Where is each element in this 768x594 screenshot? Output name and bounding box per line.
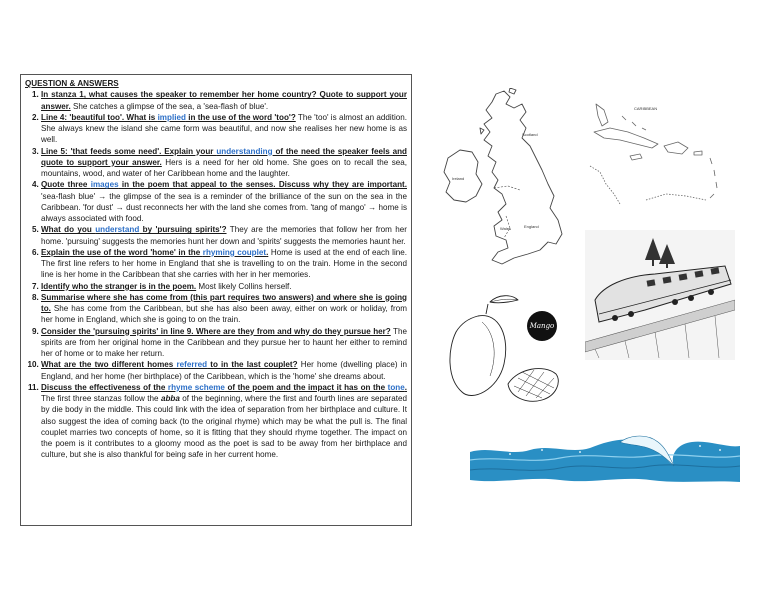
island-outline — [509, 88, 516, 94]
lesser-antilles-outline — [710, 158, 717, 198]
qa-item — [41, 326, 407, 360]
answer-text: Home is used at the end of each line. The first line refers to her home in England that she is travelling to on the train. Home in the second line is her home in the Caribbean that she carries with her in her memories. — [41, 247, 408, 280]
answer-text: She has come from the Caribbean, but she has also been away, either on work or holiday, from her home in England, which she is going to on the train. — [41, 304, 407, 325]
map-label-wales: Wales — [500, 226, 511, 231]
caribbean-map-image — [586, 96, 736, 206]
question-segment: to in the last couplet? — [207, 360, 298, 370]
question-text — [41, 248, 268, 257]
keyword-highlight: tone — [387, 382, 405, 392]
question-segment: Discuss the effectiveness of the — [41, 382, 168, 392]
question-segment: . — [266, 247, 269, 257]
qa-item — [41, 281, 407, 292]
mango-badge — [527, 311, 557, 341]
qa-item — [41, 179, 407, 224]
answer-segment: of the beginning, where the first and fourth lines are separated by die body in the middle. This could link with the idea of separation from her birthplace and culture. It also suggest the idea of coming back (to the original rhyme) which may be what the pull is. The final couplet marries two concepts of home, so it is fitting that they should rhyme together. The impact on the poem is it contributes to a gloomy mood as the poet is sad to be away from her birthplace and culture, but she is also thankful for being safe in her current home. — [41, 394, 407, 460]
question-segment: In stanza 1, what causes the speaker to remember her home country? Quote to support your answer. — [41, 90, 407, 111]
map-label-england: England — [524, 224, 539, 229]
question-segment: What are the two different homes — [41, 360, 177, 370]
qa-item — [41, 112, 407, 146]
question-segment: Explain the use of the word 'home' in the — [41, 247, 203, 257]
question-segment: . — [404, 382, 408, 392]
answer-text: They are the memories that follow her from her home. 'pursuing' suggests the memories hunt her down and 'spirits' suggests the memories haunt her. — [41, 225, 407, 246]
question-segment: of the poem and the impact it has on the — [224, 382, 388, 392]
central-america-outline — [590, 166, 620, 204]
question-segment: What do you — [41, 225, 96, 235]
question-segment: Summarise where she has come from (this part requires two answers) and where she is going to. — [41, 292, 407, 313]
question-segment: Identify who the stranger is in the poem. — [41, 281, 197, 291]
question-segment: Line 4: 'beautiful too'. What is — [41, 112, 158, 122]
qa-item — [41, 89, 407, 112]
mango-fruit-shape — [450, 316, 506, 396]
question-text — [41, 225, 227, 234]
qa-list — [25, 89, 407, 460]
keyword-highlight: implied — [157, 112, 186, 122]
map-label-caribbean: CARIBBEAN — [634, 106, 658, 111]
train-image — [585, 230, 735, 360]
answer-text: Her home (dwelling place) in England, and her home (her birthplace) of the Caribbean, which is the 'home' she dreams about. — [41, 360, 407, 381]
question-text — [41, 383, 407, 392]
question-text — [41, 180, 407, 189]
mango-badge-text: Mango — [529, 322, 555, 330]
qa-item — [41, 224, 407, 247]
answer-text: The spirits are from her original home in the Caribbean and they pursue her to haunt her either to remind her of home or to make her return. — [41, 326, 407, 358]
map-label-scotland: Scotland — [522, 132, 538, 137]
map-label-ireland: Ireland — [452, 176, 465, 181]
question-text — [41, 282, 196, 291]
answer-text — [41, 394, 407, 459]
answer-text: She catches a glimpse of the sea, a 'sea-flash of blue'. — [72, 101, 269, 111]
qa-worksheet — [20, 74, 412, 526]
question-text — [41, 360, 298, 369]
qa-item — [41, 292, 407, 326]
qa-item — [41, 359, 407, 382]
mango-stem-shape — [486, 304, 488, 314]
question-segment: Quote three — [41, 180, 91, 190]
qa-item — [41, 382, 407, 461]
puerto-rico-outline — [694, 151, 702, 155]
bahamas-outline — [622, 116, 646, 130]
question-segment: Consider the 'pursuing spirits' in line 9. Where are they from and why do they pursue her? — [41, 326, 391, 336]
question-segment: in the use of the word 'too'? — [185, 112, 296, 122]
mango-image — [438, 292, 588, 408]
keyword-highlight: rhyming couplet — [202, 247, 267, 257]
uk-map-image — [436, 88, 578, 276]
question-text — [41, 327, 391, 336]
answer-text: The 'too' is almost an addition. She always knew the island she came form was beautiful, and now she realises her new home is as well. — [41, 112, 407, 145]
keyword-highlight: referred — [176, 360, 208, 370]
scotland-border — [494, 186, 520, 190]
keyword-highlight: images — [90, 180, 119, 190]
qa-item — [41, 247, 407, 281]
question-segment: of the need the speaker feels and quote to support your answer. — [41, 146, 407, 167]
cuba-outline — [594, 128, 658, 148]
answer-text: 'sea-flash blue' → the glimpse of the sea is a reminder of the brilliance of the sun on the sea in the Caribbean. 'for dust' → dust reconnects her with the land she comes from. 'tang of mango' → home is always associated with food. — [41, 191, 407, 223]
question-segment: Line 5: 'that feeds some need'. Explain your — [41, 146, 217, 156]
answer-text: Hers is a need for her old home. She goes on to recall the sea, mountains, wood, and water of her Caribbean home and the laughter. — [41, 157, 407, 178]
answer-segment: The first three stanzas follow the — [41, 394, 161, 403]
answer-text: Most likely Collins herself. — [198, 281, 292, 291]
island-outline — [480, 128, 484, 134]
keyword-highlight: understanding — [216, 146, 273, 156]
question-segment: in the poem that appeal to the senses. Discuss why they are important. — [118, 180, 407, 190]
jamaica-outline — [630, 154, 642, 160]
great-britain-outline — [484, 91, 562, 264]
emphasis-text: abba — [160, 394, 180, 403]
question-text — [41, 113, 296, 122]
mango-slice-shape — [508, 369, 558, 402]
south-america-outline — [646, 194, 706, 200]
wave-image — [470, 430, 740, 486]
qa-heading: QUESTION & ANSWERS — [25, 79, 119, 88]
qa-item — [41, 146, 407, 180]
keyword-highlight: rhyme scheme — [167, 382, 225, 392]
question-segment: by 'pursuing spirits'? — [139, 225, 227, 235]
hispaniola-outline — [664, 142, 688, 154]
florida-outline — [596, 104, 608, 126]
keyword-highlight: understand — [95, 225, 140, 235]
